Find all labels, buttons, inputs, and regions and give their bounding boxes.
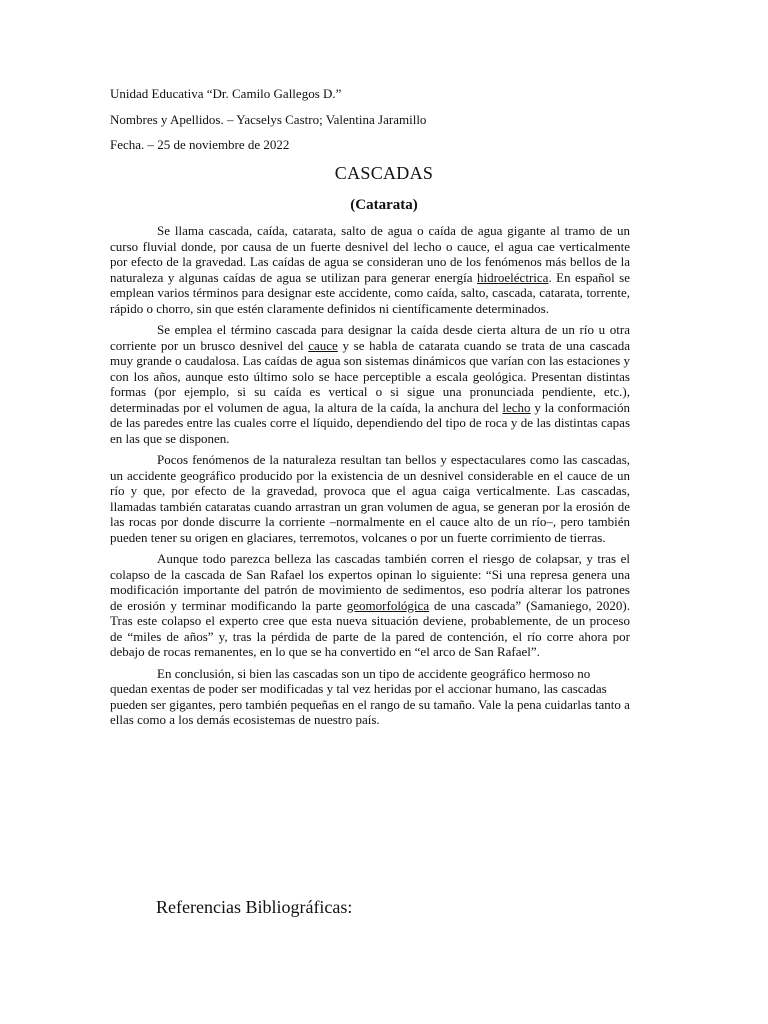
paragraph-1 [110,223,630,316]
paragraph-4-text-a: Aunque todo parezca belleza las cascadas también corren el riesgo de colapsar, y tras el colapso de la cascada de San Rafael los expertos opinan lo siguiente: “Si una represa genera una modificación importante del patrón de movimiento de sedimentos, eso podría alterar los patrones de erosión y terminar modificando la parte [110,551,630,613]
paragraph-4-text-b: de una cascada” (Samaniego, 2020). Tras este colapso el experto cree que esta nueva situación deviene, probablemente, de un proceso de “miles de años” y, tras la pérdida de parte de la pared de contención, el río corre ahora por debajo de rocas remanentes, en lo que se ha convertido en “el arco de San Rafael”. [110,597,630,659]
geomorfologica-link[interactable]: geomorfológica [346,597,430,613]
paragraph-2 [110,322,630,446]
cauce-link[interactable]: cauce [308,337,338,353]
paragraph-5: En conclusión, si bien las cascadas son un tipo de accidente geográfico hermoso no quedan exentas de poder ser modificadas y tal vez heridas por el accionar humano, las cascadas pueden ser gigantes, pero también pequeñas en el rango de su tamaño. Vale la pena cuidarlas tanto a ellas como a los demás ecosistemas de nuestro país. [110,665,630,727]
paragraph-4 [110,551,630,660]
references-heading: Referencias Bibliográficas: [156,897,353,917]
paragraph-2-text-b: y se habla de catarata cuando se trata de una cascada muy grande o caudalosa. Las caídas de agua son sistemas dinámicos que varían con las estaciones y con los años, aunque esto último solo se hace perceptible a escala geológica. Presentan distintas formas (por ejemplo, si su caída es vertical o si sigue una pronunciada pendiente, etc.), determinadas por el volumen de agua, la altura de la caída, la anchura del [110,337,630,415]
paragraph-1-text-b: . En español se emplean varios términos para designar este accidente, como caída, salto, cascada, catarata, torrente, rápido o chorro, sin que estén claramente definidos ni científicamente determinados. [110,269,631,316]
hidroelectrica-link[interactable]: hidroeléctrica [476,269,549,285]
document-subtitle: (Catarata) [350,197,418,213]
school-name: Unidad Educativa “Dr. Camilo Gallegos D.” [110,86,342,101]
student-names: Nombres y Apellidos. – Yacselys Castro; Valentina Jaramillo [110,112,427,127]
paragraph-3: Pocos fenómenos de la naturaleza resultan tan bellos y espectaculares como las cascadas, un accidente geográfico producido por la existencia de un desnivel considerable en el cauce de un río y que, por efecto de la gravedad, provoca que el agua caiga verticalmente. Las cascadas, llamadas también cataratas cuando arrastran un gran volumen de agua, se generan por la erosión de las rocas por donde discurre la corriente –normalmente en el cauce alto de un río–, pero también pueden tener su origen en glaciares, terremotos, volcanes o por un fuerte corrimiento de tierras. [110,452,630,545]
paragraph-2-text-a: Se emplea el término cascada para designar la caída desde cierta altura de un río u otra corriente por un brusco desnivel del [110,322,630,353]
document-body [110,223,630,734]
paragraph-1-text-a: Se llama cascada, caída, catarata, salto de agua o caída de agua gigante al tramo de un curso fluvial donde, por causa de un fuerte desnivel del lecho o cauce, el agua cae verticalmente por efecto de la gravedad. Las caídas de agua se consideran uno de los fenómenos más bellos de la naturaleza y algunas caídas de agua se utilizan para generar energía [110,223,630,285]
lecho-link[interactable]: lecho [502,399,531,415]
document-title: CASCADAS [334,163,434,183]
document-date: Fecha. – 25 de noviembre de 2022 [110,137,290,152]
paragraph-2-text-c: y la conformación de las paredes entre las cuales corre el líquido, dependiendo del tipo de roca y de las distintas capas en las que se disponen. [110,399,630,446]
